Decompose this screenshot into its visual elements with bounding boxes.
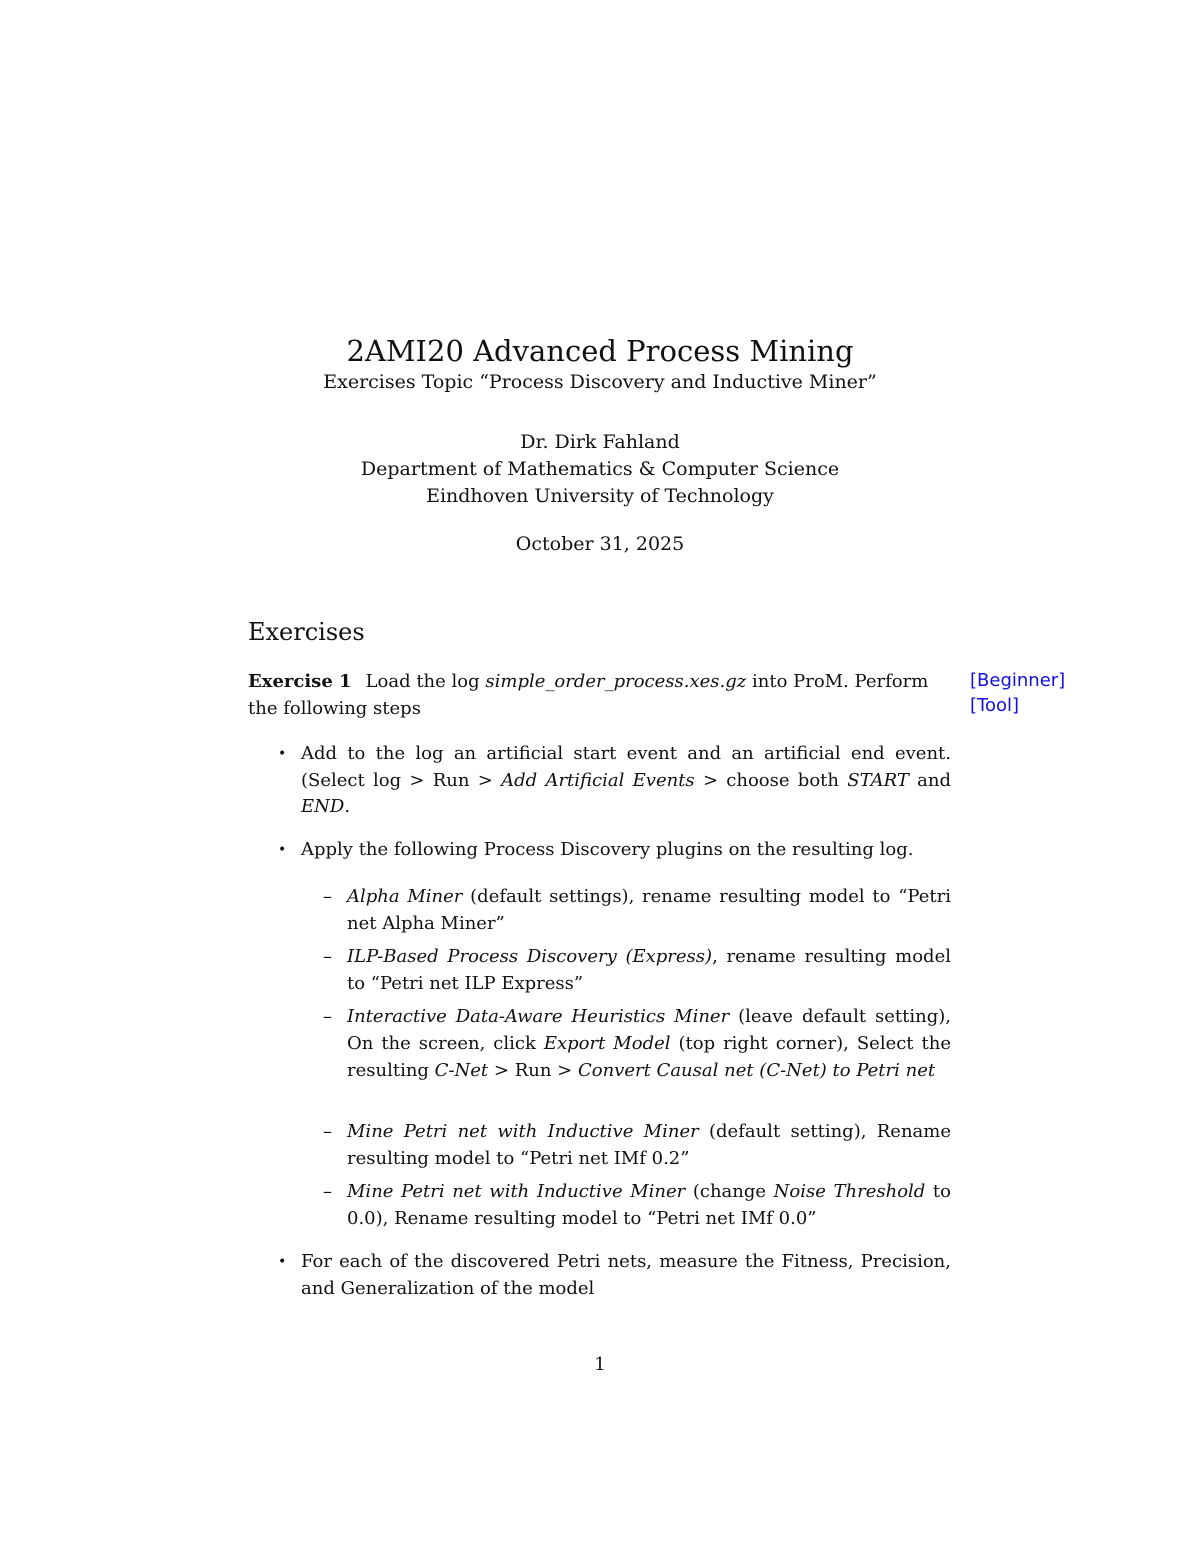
exercise-intro-text: Load the log: [365, 671, 486, 692]
menu-item-name: Add Artificial Events: [501, 769, 695, 791]
plugin-name: ILP-Based Process Discovery (Express): [347, 946, 713, 967]
dash-icon: –: [323, 946, 332, 967]
export-model-label: Export Model: [543, 1033, 671, 1054]
subitem-text: (leave default setting), On the screen, click: [347, 1006, 952, 1054]
tag-tool-link[interactable]: [Tool]: [970, 695, 1020, 716]
bullet-text: Add to the log an artificial start event and an artificial end event. (Select log > Run >: [301, 743, 951, 791]
subitem-text: (default settings), rename resulting model to “Petri net Alpha Miner”: [347, 886, 951, 934]
dash-icon: –: [323, 1181, 332, 1202]
document-subtitle: Exercises Topic “Process Discovery and Inductive Miner”: [323, 371, 877, 393]
exercise-intro-text-2: into ProM. Perform: [746, 671, 929, 692]
bullet-item-measure: For each of the discovered Petri nets, measure the Fitness, Precision, and Generalization of the model: [301, 1251, 951, 1299]
document-date: October 31, 2025: [515, 533, 685, 555]
dash-icon: –: [323, 886, 332, 907]
log-filename: simple_order_process.xes.gz: [485, 671, 747, 692]
subitem-text: (default setting), Rename resulting model to “Petri net IMf 0.2”: [347, 1121, 951, 1169]
bullet-text: and: [908, 769, 951, 791]
bullet-text: .: [344, 796, 351, 817]
bullet-icon: •: [278, 746, 287, 762]
subitem-text: > Run >: [488, 1060, 578, 1081]
plugin-name: Alpha Miner: [347, 886, 463, 907]
subitem-text: , rename resulting model to “Petri net ILP Express”: [347, 946, 951, 994]
subitem-heuristics-miner: [347, 1003, 951, 1084]
page-number: 1: [594, 1354, 606, 1375]
subitem-text: to 0.0), Rename resulting model to “Petri net IMf 0.0”: [347, 1181, 952, 1229]
subitem-inductive-miner-noise: [347, 1178, 951, 1232]
author-department: Department of Mathematics & Computer Science: [360, 458, 840, 480]
subitem-ilp: [347, 943, 951, 997]
exercise-label: Exercise 1: [248, 671, 352, 692]
plugin-name: Interactive Data-Aware Heuristics Miner: [347, 1006, 730, 1027]
bullet-icon: •: [278, 842, 287, 858]
bullet-text: > choose both: [694, 769, 848, 791]
end-keyword: END: [301, 796, 345, 817]
bullet-icon: •: [278, 1254, 287, 1270]
subitem-inductive-miner-default: [347, 1118, 951, 1172]
exercise-tags: [970, 668, 1065, 718]
document-title: 2AMI20 Advanced Process Mining: [346, 334, 854, 368]
bullet-item-discovery: Apply the following Process Discovery plugins on the resulting log.: [301, 839, 914, 860]
subitem-text: (change: [685, 1181, 774, 1202]
subitem-text: (top right corner), Select the resulting: [347, 1033, 951, 1081]
subitem-alpha-miner: [347, 883, 951, 937]
plugin-name: Mine Petri net with Inductive Miner: [347, 1121, 699, 1142]
exercise-intro-line2: the following steps: [248, 698, 421, 719]
plugin-name: Mine Petri net with Inductive Miner: [347, 1181, 686, 1202]
convert-plugin-name: Convert Causal net (C-Net) to Petri net: [577, 1060, 936, 1081]
section-heading: Exercises: [248, 618, 365, 646]
bullet-item-artificial-events: [301, 741, 951, 821]
tag-beginner-link[interactable]: [Beginner]: [970, 670, 1066, 691]
cnet-label: C-Net: [434, 1060, 489, 1081]
dash-icon: –: [323, 1121, 332, 1142]
author-university: Eindhoven University of Technology: [426, 485, 774, 507]
start-keyword: START: [847, 769, 909, 791]
exercise-intro: [248, 668, 953, 695]
parameter-name: Noise Threshold: [773, 1181, 926, 1202]
dash-icon: –: [323, 1006, 332, 1027]
author-name: Dr. Dirk Fahland: [520, 431, 680, 453]
